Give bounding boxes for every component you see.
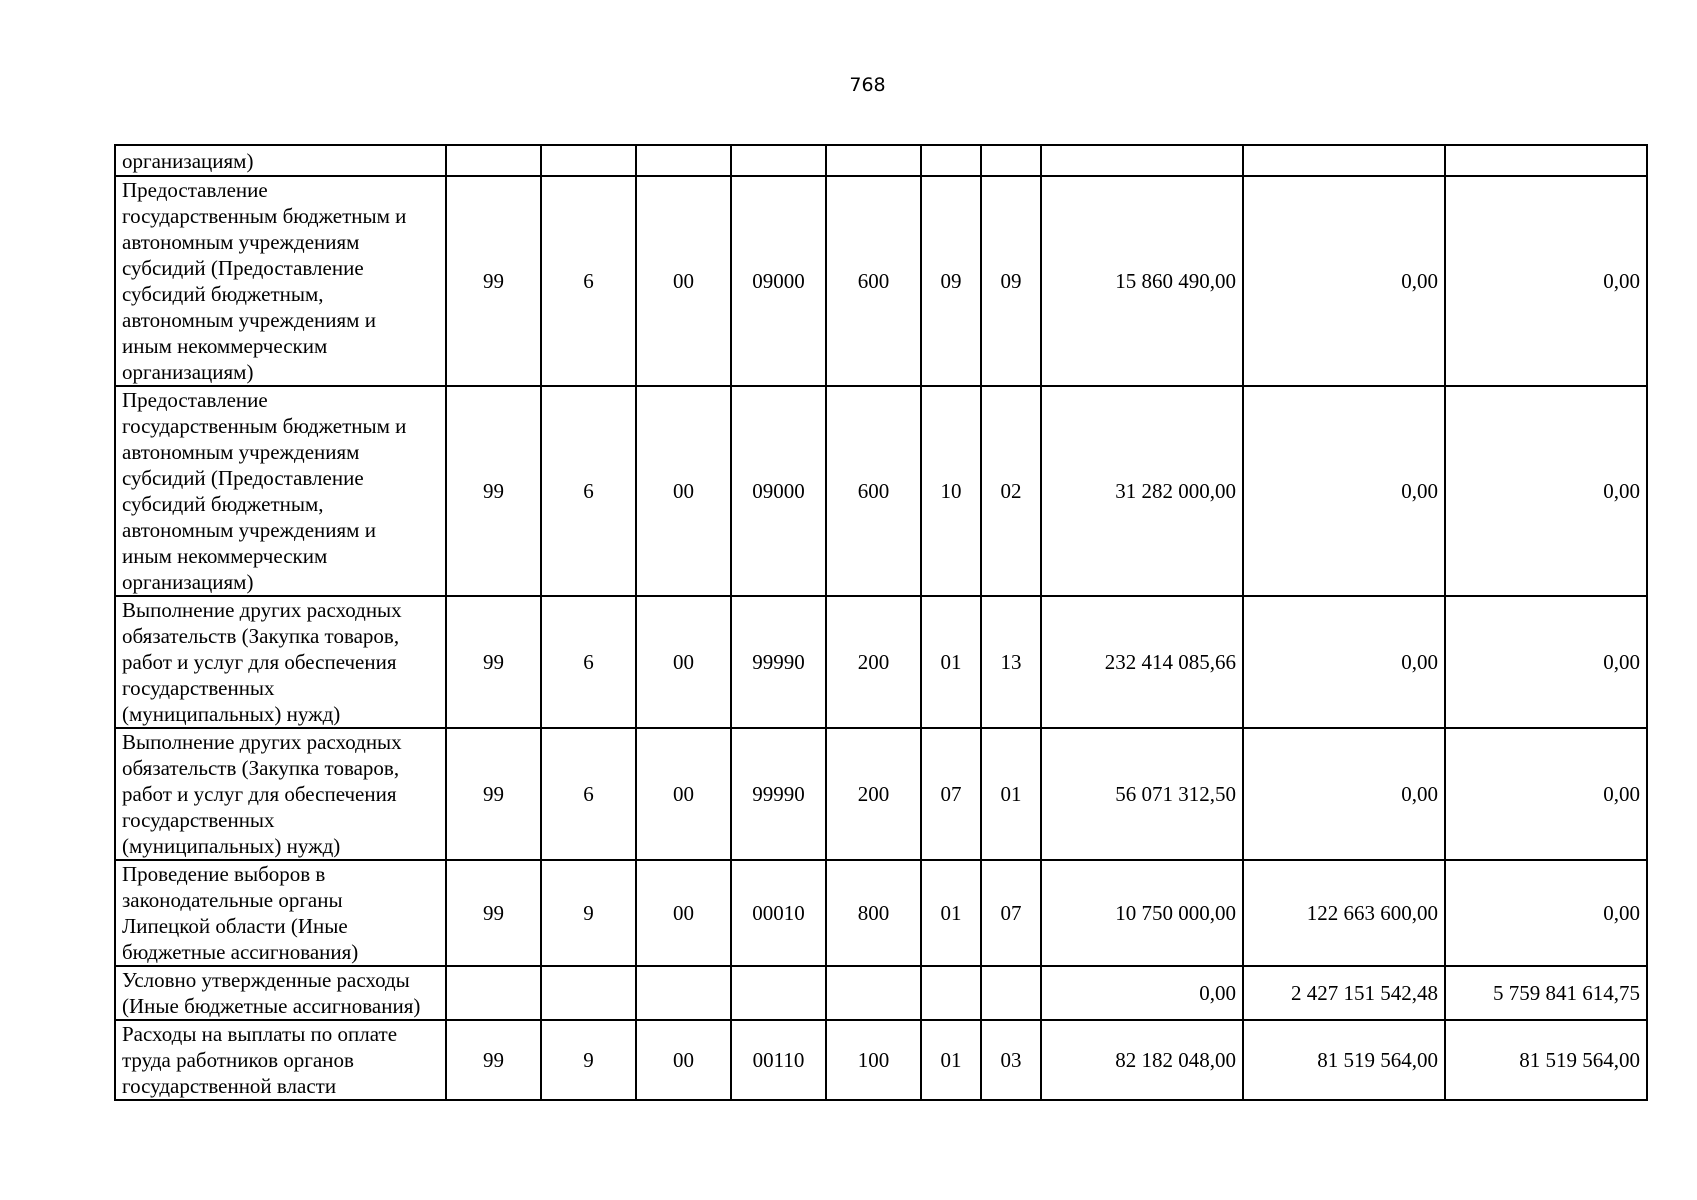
description-line: автономным учреждениям и <box>122 518 376 542</box>
code-cell <box>636 966 731 1020</box>
code-cell: 99 <box>446 386 541 596</box>
description-line: субсидий (Предоставление <box>122 466 364 490</box>
code-cell: 10 <box>921 386 981 596</box>
code-cell <box>541 966 636 1020</box>
code-cell: 6 <box>541 176 636 386</box>
code-cell: 01 <box>921 596 981 728</box>
table-row <box>115 176 1647 386</box>
page-number: 768 <box>849 74 886 96</box>
description-line: иным некоммерческим <box>122 334 328 358</box>
code-cell: 600 <box>826 176 921 386</box>
code-cell <box>981 966 1041 1020</box>
code-cell: 03 <box>981 1020 1041 1100</box>
table-row <box>115 1020 1647 1100</box>
code-cell <box>826 145 921 176</box>
code-cell: 200 <box>826 728 921 860</box>
amount-cell: 0,00 <box>1243 728 1445 860</box>
code-cell: 800 <box>826 860 921 966</box>
description-line: автономным учреждениям <box>122 230 360 254</box>
description-line: государственным бюджетным и <box>122 414 407 438</box>
description-line: государственным бюджетным и <box>122 204 407 228</box>
code-cell: 07 <box>921 728 981 860</box>
amount-cell: 5 759 841 614,75 <box>1445 966 1647 1020</box>
amount-cell: 15 860 490,00 <box>1041 176 1243 386</box>
description-line: Предоставление <box>122 388 268 412</box>
amount-cell <box>1243 145 1445 176</box>
row-description <box>115 176 446 386</box>
code-cell: 09000 <box>731 386 826 596</box>
row-description <box>115 145 446 176</box>
code-cell: 01 <box>921 1020 981 1100</box>
amount-cell: 0,00 <box>1445 386 1647 596</box>
row-description <box>115 1020 446 1100</box>
code-cell: 09000 <box>731 176 826 386</box>
code-cell: 00 <box>636 1020 731 1100</box>
description-line: Проведение выборов в <box>122 862 326 886</box>
amount-cell: 0,00 <box>1243 176 1445 386</box>
description-line: субсидий бюджетным, <box>122 492 324 516</box>
code-cell: 6 <box>541 728 636 860</box>
description-line: обязательств (Закупка товаров, <box>122 624 400 648</box>
description-line: (муниципальных) нужд) <box>122 702 341 726</box>
amount-cell: 10 750 000,00 <box>1041 860 1243 966</box>
amount-cell: 0,00 <box>1445 596 1647 728</box>
code-cell: 00 <box>636 596 731 728</box>
code-cell: 9 <box>541 1020 636 1100</box>
code-cell: 00110 <box>731 1020 826 1100</box>
amount-cell: 122 663 600,00 <box>1243 860 1445 966</box>
description-line: бюджетные ассигнования) <box>122 940 359 964</box>
description-line: организациям) <box>122 360 254 384</box>
table-row <box>115 386 1647 596</box>
amount-cell: 0,00 <box>1041 966 1243 1020</box>
amount-cell: 2 427 151 542,48 <box>1243 966 1445 1020</box>
code-cell <box>446 966 541 1020</box>
description-line: Выполнение других расходных <box>122 598 402 622</box>
table-row <box>115 145 1647 176</box>
description-line: обязательств (Закупка товаров, <box>122 756 400 780</box>
amount-cell: 81 519 564,00 <box>1445 1020 1647 1100</box>
description-line: субсидий (Предоставление <box>122 256 364 280</box>
description-line: субсидий бюджетным, <box>122 282 324 306</box>
description-line: государственных <box>122 808 275 832</box>
code-cell: 99990 <box>731 596 826 728</box>
code-cell: 100 <box>826 1020 921 1100</box>
row-description <box>115 966 446 1020</box>
table-row <box>115 728 1647 860</box>
description-line: труда работников органов <box>122 1048 354 1072</box>
table-row <box>115 596 1647 728</box>
description-line: государственной власти <box>122 1074 337 1098</box>
description-line: организациям) <box>122 148 254 173</box>
code-cell <box>981 145 1041 176</box>
description-line: организациям) <box>122 570 254 594</box>
code-cell <box>541 145 636 176</box>
description-line: иным некоммерческим <box>122 544 328 568</box>
code-cell: 99 <box>446 1020 541 1100</box>
description-line: государственных <box>122 676 275 700</box>
description-line: работ и услуг для обеспечения <box>122 650 397 674</box>
code-cell: 9 <box>541 860 636 966</box>
amount-cell: 0,00 <box>1243 596 1445 728</box>
code-cell: 02 <box>981 386 1041 596</box>
code-cell <box>826 966 921 1020</box>
amount-cell: 0,00 <box>1445 176 1647 386</box>
code-cell: 01 <box>981 728 1041 860</box>
code-cell: 99 <box>446 728 541 860</box>
description-line: Выполнение других расходных <box>122 730 402 754</box>
amount-cell: 0,00 <box>1445 860 1647 966</box>
code-cell <box>731 966 826 1020</box>
description-line: законодательные органы <box>122 888 343 912</box>
budget-table <box>114 144 1648 1101</box>
amount-cell <box>1041 145 1243 176</box>
amount-cell: 0,00 <box>1445 728 1647 860</box>
code-cell <box>921 145 981 176</box>
amount-cell: 0,00 <box>1243 386 1445 596</box>
description-line: работ и услуг для обеспечения <box>122 782 397 806</box>
code-cell: 00 <box>636 176 731 386</box>
code-cell: 09 <box>981 176 1041 386</box>
row-description <box>115 596 446 728</box>
row-description <box>115 728 446 860</box>
amount-cell: 31 282 000,00 <box>1041 386 1243 596</box>
code-cell: 600 <box>826 386 921 596</box>
amount-cell <box>1445 145 1647 176</box>
description-line: (Иные бюджетные ассигнования) <box>122 994 421 1018</box>
code-cell: 99 <box>446 860 541 966</box>
description-line: (муниципальных) нужд) <box>122 834 341 858</box>
amount-cell: 232 414 085,66 <box>1041 596 1243 728</box>
description-line: Предоставление <box>122 178 268 202</box>
code-cell: 6 <box>541 596 636 728</box>
code-cell: 00 <box>636 728 731 860</box>
code-cell: 99 <box>446 176 541 386</box>
code-cell: 09 <box>921 176 981 386</box>
code-cell: 13 <box>981 596 1041 728</box>
amount-cell: 81 519 564,00 <box>1243 1020 1445 1100</box>
code-cell: 00 <box>636 860 731 966</box>
description-line: Расходы на выплаты по оплате <box>122 1022 398 1046</box>
code-cell: 200 <box>826 596 921 728</box>
code-cell <box>731 145 826 176</box>
code-cell <box>446 145 541 176</box>
description-line: Условно утвержденные расходы <box>122 968 410 992</box>
amount-cell: 82 182 048,00 <box>1041 1020 1243 1100</box>
code-cell: 99 <box>446 596 541 728</box>
code-cell: 00 <box>636 386 731 596</box>
row-description <box>115 386 446 596</box>
description-line: автономным учреждениям и <box>122 308 376 332</box>
code-cell: 6 <box>541 386 636 596</box>
table-row <box>115 860 1647 966</box>
code-cell <box>636 145 731 176</box>
description-line: автономным учреждениям <box>122 440 360 464</box>
row-description <box>115 860 446 966</box>
code-cell: 01 <box>921 860 981 966</box>
amount-cell: 56 071 312,50 <box>1041 728 1243 860</box>
table-row <box>115 966 1647 1020</box>
code-cell <box>921 966 981 1020</box>
code-cell: 07 <box>981 860 1041 966</box>
code-cell: 00010 <box>731 860 826 966</box>
code-cell: 99990 <box>731 728 826 860</box>
description-line: Липецкой области (Иные <box>122 914 348 938</box>
